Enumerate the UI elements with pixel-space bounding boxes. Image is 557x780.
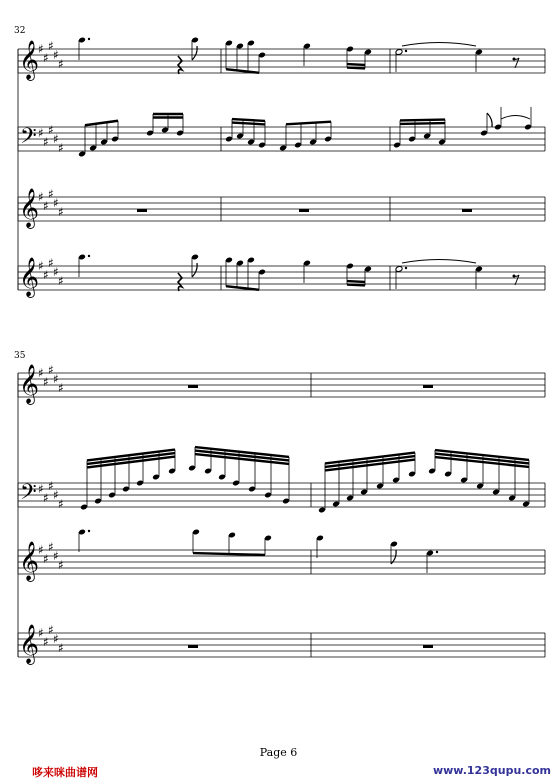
beam [193,553,265,555]
beam [85,121,118,126]
sharp-icon: ♯ [48,123,54,137]
whole-rest-icon [423,385,433,388]
treble-clef-icon: 𝄞 [19,624,40,664]
treble-clef-icon: 𝄞 [19,364,40,404]
sharp-icon: ♯ [58,141,64,155]
sharp-icon: ♯ [53,488,59,502]
augmentation-dot [88,255,90,257]
quarter-rest-icon [178,273,182,291]
beam [400,123,445,124]
measure-number-35: 35 [14,351,26,361]
sharp-icon: ♯ [58,57,64,71]
sharp-icon: ♯ [38,482,44,496]
sharp-icon: ♯ [38,126,44,140]
beam [400,120,445,121]
bass-clef-icon: 𝄢 [20,124,37,154]
sharp-icon: ♯ [38,190,44,204]
beam [347,68,365,69]
sharp-icon: ♯ [43,135,49,149]
sharp-icon: ♯ [53,48,59,62]
sharp-icon: ♯ [43,199,49,213]
beam [347,285,365,286]
sharp-icon: ♯ [58,641,64,655]
eighth-rest-icon [514,58,519,68]
tie [402,260,476,264]
sharp-icon: ♯ [38,42,44,56]
augmentation-dot [405,267,407,269]
flag [487,113,492,127]
watermark-right: www.123qupu.com [432,764,551,777]
beam [286,122,331,125]
augmentation-dot [88,530,90,532]
sharp-icon: ♯ [38,543,44,557]
sharp-icon: ♯ [43,635,49,649]
beam [232,119,265,121]
sharp-icon: ♯ [58,497,64,511]
sharp-icon: ♯ [48,256,54,270]
system-2 [14,351,545,665]
sharp-icon: ♯ [58,558,64,572]
beam [226,69,259,73]
sharp-icon: ♯ [48,479,54,493]
sharp-icon: ♯ [53,196,59,210]
tie [402,43,476,47]
sharp-icon: ♯ [43,268,49,282]
augmentation-dot [436,551,438,553]
sharp-icon: ♯ [53,372,59,386]
beam [347,281,365,282]
page-label: Page 6 [259,746,298,759]
treble-clef-icon: 𝄞 [19,40,40,80]
sharp-icon: ♯ [58,274,64,288]
sharp-icon: ♯ [38,259,44,273]
whole-rest-icon [137,209,147,212]
sharp-icon: ♯ [58,205,64,219]
sharp-icon: ♯ [58,381,64,395]
sharp-icon: ♯ [48,623,54,637]
system-1 [14,26,545,298]
measure-number-32: 32 [14,26,26,36]
sharp-icon: ♯ [38,626,44,640]
watermark-left: 哆来咪曲谱网 [32,766,98,779]
beam [232,123,265,125]
sharp-icon: ♯ [43,375,49,389]
sharp-icon: ♯ [48,363,54,377]
sharp-icon: ♯ [43,491,49,505]
whole-rest-icon [188,645,198,648]
augmentation-dot [405,50,407,52]
beam [226,286,259,290]
sharp-icon: ♯ [43,552,49,566]
sharp-icon: ♯ [53,265,59,279]
whole-rest-icon [423,645,433,648]
sharp-icon: ♯ [53,632,59,646]
sharp-icon: ♯ [53,132,59,146]
sharp-icon: ♯ [38,366,44,380]
augmentation-dot [88,38,90,40]
tie [501,116,530,120]
flag [192,46,197,60]
eighth-rest-icon [514,275,519,285]
beam [347,64,365,65]
quarter-rest-icon [178,56,182,74]
whole-rest-icon [299,209,309,212]
whole-rest-icon [188,385,198,388]
treble-clef-icon: 𝄞 [19,188,40,228]
sharp-icon: ♯ [48,540,54,554]
whole-rest-icon [462,209,472,212]
bass-clef-icon: 𝄢 [20,480,37,510]
sharp-icon: ♯ [48,187,54,201]
treble-clef-icon: 𝄞 [19,257,40,297]
treble-clef-icon: 𝄞 [19,541,40,581]
flag [192,263,197,277]
sharp-icon: ♯ [53,549,59,563]
sharp-icon: ♯ [43,51,49,65]
sharp-icon: ♯ [48,39,54,53]
